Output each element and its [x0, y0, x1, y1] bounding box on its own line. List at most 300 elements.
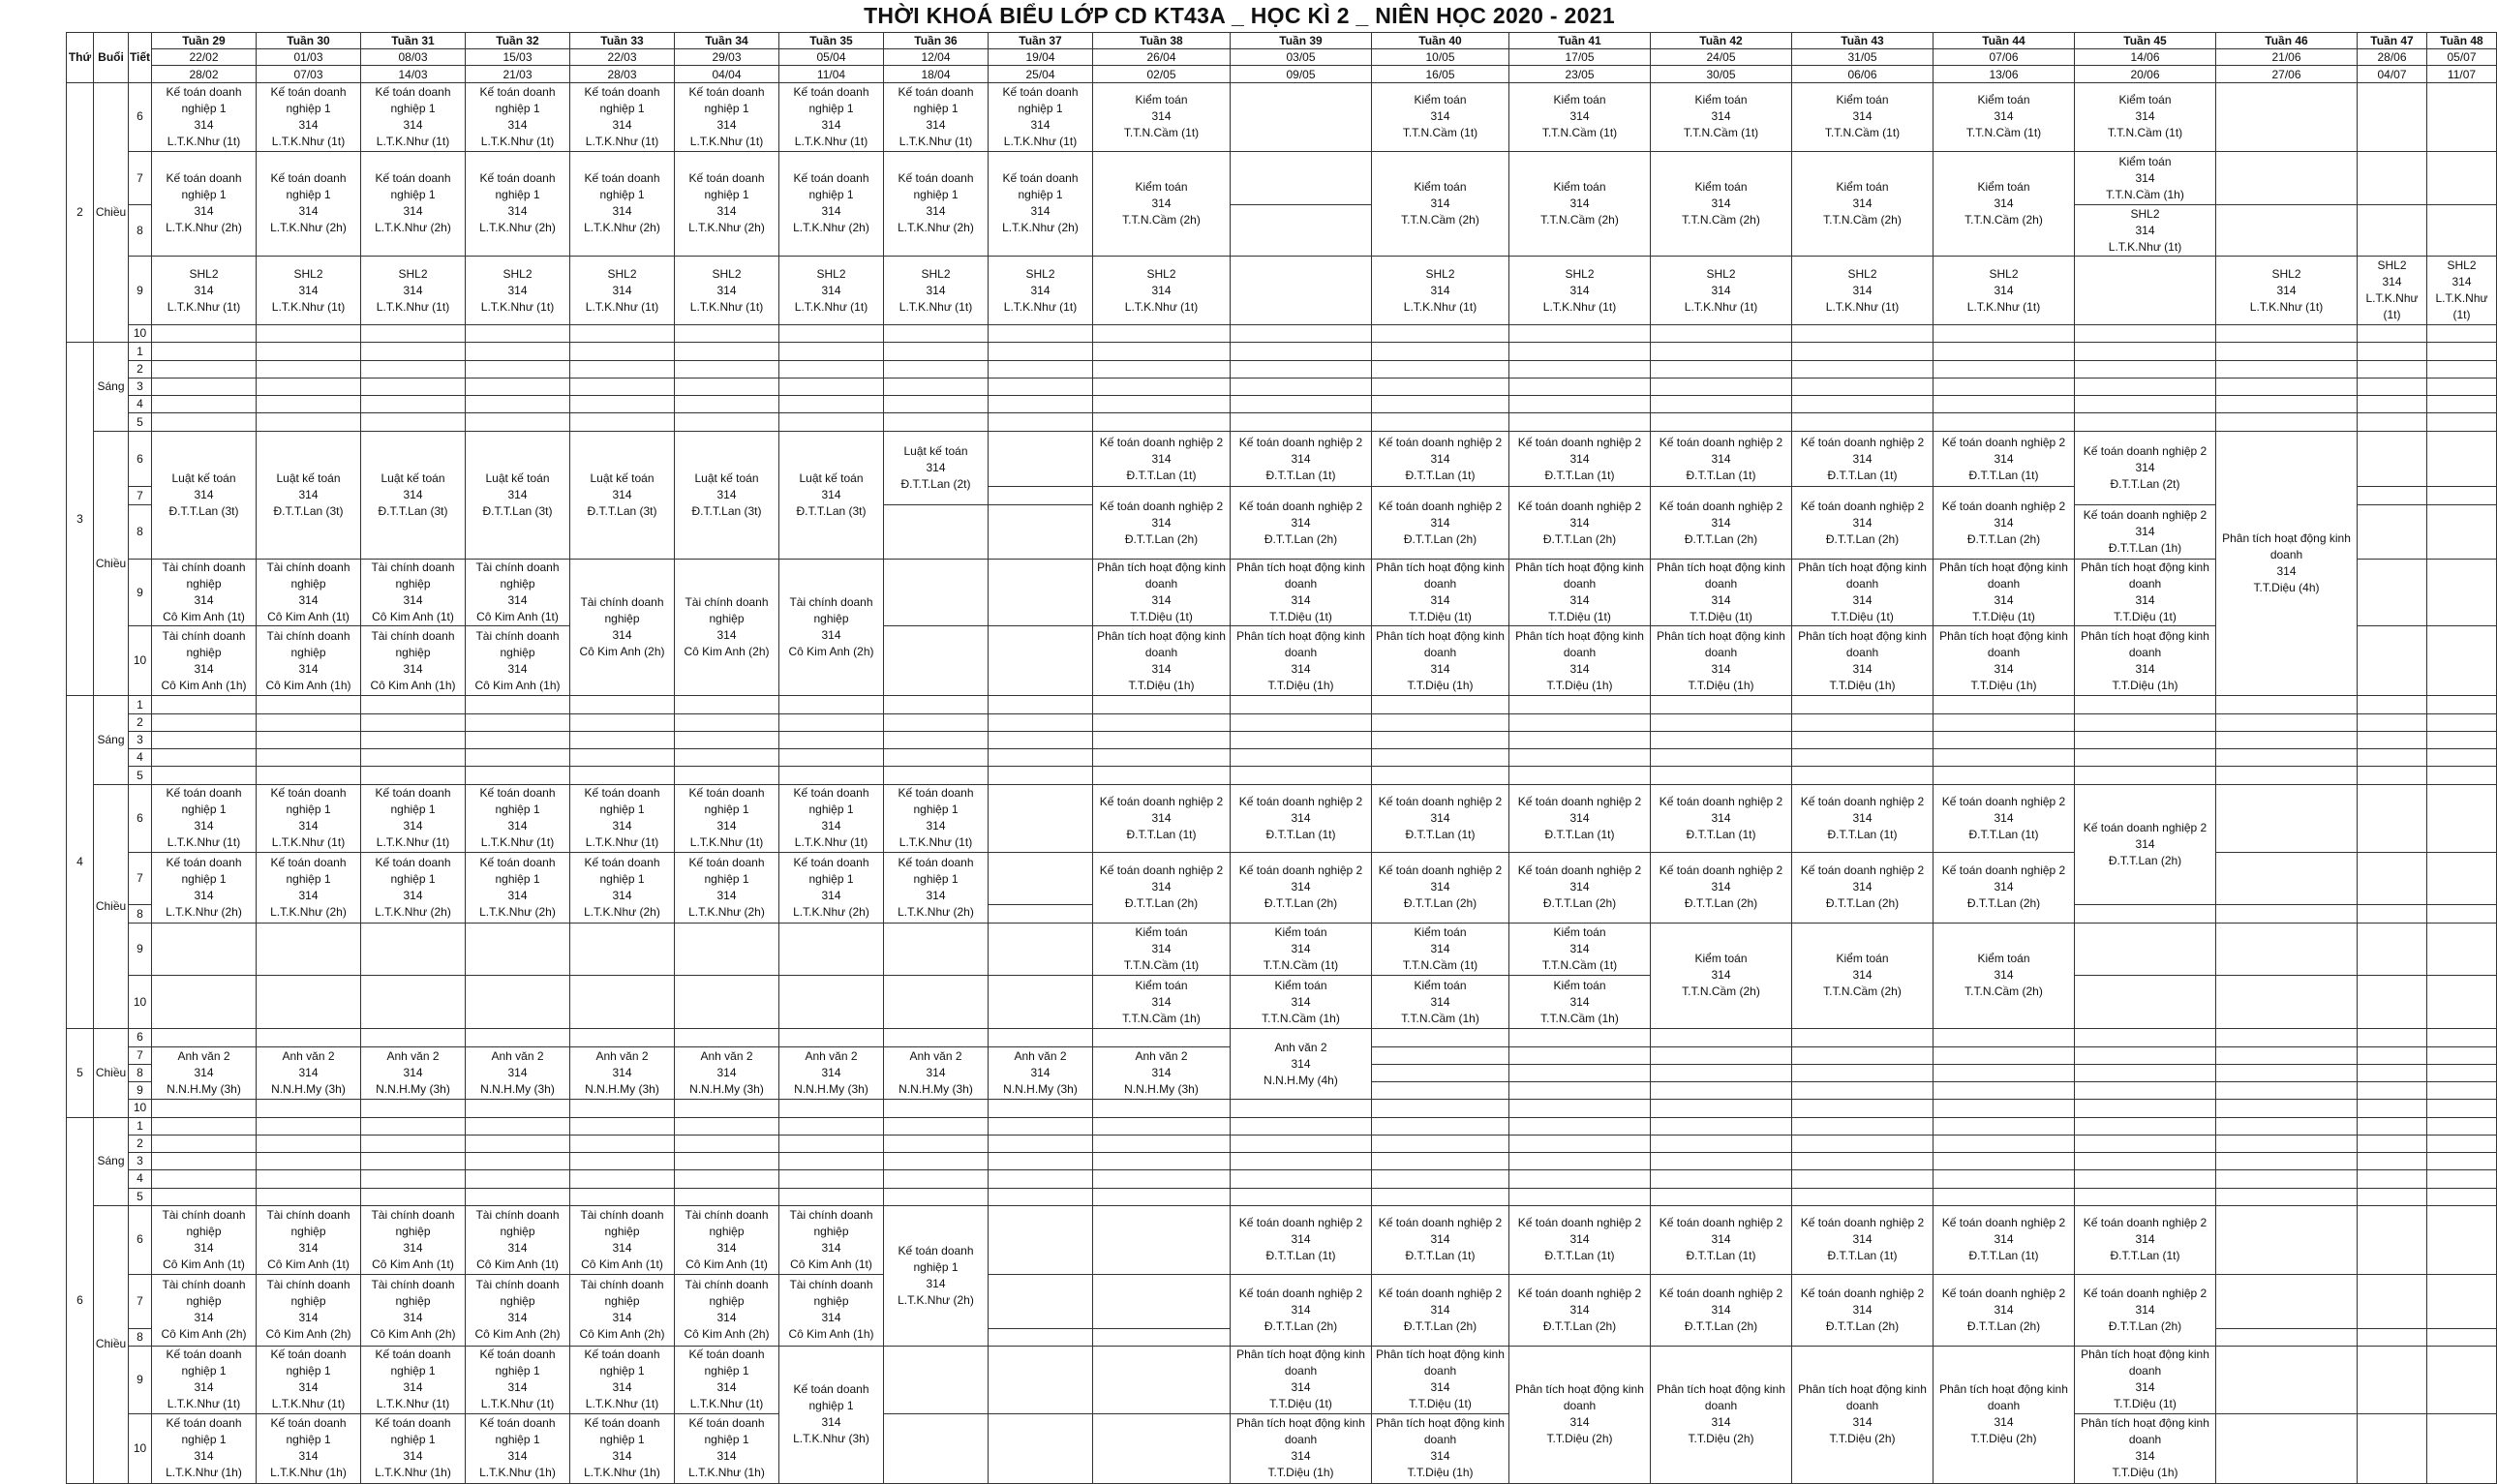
empty-cell — [1372, 1100, 1509, 1117]
empty-cell — [2216, 1117, 2358, 1135]
class-line: nghiệp 1 — [390, 101, 436, 115]
empty-cell — [1934, 1064, 2075, 1081]
class-line: T.T.Diệu (1t) — [1831, 610, 1894, 623]
class-line: SHL2 — [607, 266, 637, 281]
class-line: Kế toán doanh — [898, 1243, 974, 1257]
class-line: nghiệp 1 — [495, 871, 540, 886]
empty-cell — [2427, 1064, 2497, 1081]
empty-cell — [1093, 713, 1231, 731]
class-line: T.T.Diệu (1h) — [1267, 1466, 1334, 1480]
empty-cell — [884, 731, 989, 748]
class-line: 314 — [403, 487, 423, 501]
week-end-date: 28/03 — [570, 66, 675, 82]
week-end-date: 21/03 — [466, 66, 570, 82]
empty-cell — [257, 731, 361, 748]
class-line: nghiệp — [395, 1224, 431, 1238]
class-cell — [1651, 257, 1792, 325]
class-line: L.T.K.Như (2h) — [688, 221, 765, 235]
empty-cell — [1792, 1188, 1934, 1205]
empty-cell — [2427, 1170, 2497, 1188]
class-line: nghiệp 1 — [286, 871, 331, 886]
class-line: Đ.T.T.Lan (1t) — [1544, 468, 1615, 482]
class-line: nghiệp 1 — [704, 188, 749, 202]
empty-cell — [1231, 749, 1372, 767]
class-line: 314 — [1711, 810, 1731, 825]
class-line: T.T.Diệu (1h) — [1407, 678, 1474, 692]
empty-cell — [1509, 1064, 1651, 1081]
class-line: Kế toán doanh — [584, 84, 660, 99]
class-cell — [779, 852, 884, 923]
class-cell — [1509, 923, 1651, 976]
empty-cell — [2075, 767, 2216, 784]
empty-cell — [1934, 1100, 2075, 1117]
class-line: Kiểm toán — [1274, 925, 1327, 940]
empty-cell — [2216, 205, 2358, 257]
class-line: Đ.T.T.Lan (2h) — [1684, 896, 1758, 911]
empty-cell — [2075, 1064, 2216, 1081]
class-line: Kiểm toán — [1694, 952, 1748, 966]
class-line: 314 — [1852, 968, 1873, 983]
class-cell — [1792, 82, 1934, 151]
empty-cell — [779, 976, 884, 1029]
empty-cell — [2358, 431, 2427, 487]
class-line: L.T.K.Như (1t) — [376, 299, 450, 314]
empty-cell — [2427, 852, 2497, 905]
empty-cell — [257, 378, 361, 395]
class-line: Kế toán doanh nghiệp 2 — [1800, 435, 1925, 449]
day-label: 2 — [67, 82, 94, 343]
class-line: nghiệp 1 — [1018, 101, 1063, 115]
period-row — [67, 767, 2497, 784]
class-line: 314 — [1852, 1302, 1873, 1317]
empty-cell — [2358, 487, 2427, 504]
class-line: Phân tích hoạt động kinh — [1236, 628, 1365, 643]
class-line: 314 — [716, 628, 737, 642]
week-end-date: 16/05 — [1372, 66, 1509, 82]
class-line: 314 — [1430, 1449, 1450, 1464]
class-line: Kế toán doanh nghiệp 2 — [1941, 1286, 2066, 1300]
session-label: Chiều — [94, 431, 129, 696]
class-cell — [1651, 923, 1792, 1029]
class-line: L.T.K.Như (1t) — [167, 835, 241, 850]
class-line: Kế toán doanh nghiệp 2 — [1238, 1286, 1363, 1300]
empty-cell — [1231, 1135, 1372, 1152]
class-line: 314 — [1569, 1302, 1590, 1317]
empty-cell — [152, 360, 257, 378]
empty-cell — [1093, 1188, 1231, 1205]
class-line: nghiệp 1 — [1018, 188, 1063, 202]
class-line: L.T.K.Như (2h) — [270, 221, 347, 235]
class-line: L.T.K.Như (1t) — [1684, 299, 1758, 314]
class-line: Đ.T.T.Lan (3t) — [273, 503, 344, 518]
class-cell — [2075, 504, 2216, 559]
class-line: nghiệp 1 — [913, 1259, 959, 1274]
class-cell — [257, 82, 361, 151]
class-line: doanh — [2128, 1433, 2162, 1447]
class-line: Cô Kim Anh (2h) — [684, 645, 770, 658]
class-line: 314 — [1291, 515, 1311, 530]
empty-cell — [989, 325, 1093, 343]
class-line: doanh — [1284, 1433, 1318, 1447]
empty-cell — [1372, 1029, 1509, 1046]
class-line: Kế toán doanh — [270, 786, 347, 801]
class-line: 314 — [926, 460, 946, 474]
empty-cell — [2216, 325, 2358, 343]
empty-cell — [361, 325, 466, 343]
class-line: Tài chính doanh — [580, 595, 664, 609]
class-line: 314 — [1151, 810, 1172, 825]
class-line: 314 — [1430, 451, 1450, 466]
class-cell — [989, 257, 1093, 325]
empty-cell — [570, 696, 675, 713]
class-line: 314 — [507, 487, 528, 501]
class-line: Kế toán doanh nghiệp 2 — [1659, 863, 1783, 878]
period-row — [67, 151, 2497, 205]
class-line: doanh — [2128, 645, 2162, 659]
class-line: Kế toán doanh nghiệp 2 — [1378, 1286, 1503, 1300]
class-cell — [1509, 1205, 1651, 1274]
empty-cell — [466, 767, 570, 784]
empty-cell — [779, 1188, 884, 1205]
empty-cell — [2427, 749, 2497, 767]
class-line: N.N.H.My (3h) — [794, 1081, 868, 1096]
class-line: Đ.T.T.Lan (2h) — [1124, 896, 1199, 911]
empty-cell — [2358, 905, 2427, 923]
class-line: Kiểm toán — [1836, 93, 1889, 107]
class-line: 314 — [1030, 283, 1051, 297]
class-line: Cô Kim Anh (1t) — [372, 1257, 454, 1271]
class-cell — [466, 784, 570, 852]
class-cell — [1372, 1274, 1509, 1346]
class-line: nghiệp 1 — [808, 871, 854, 886]
class-line: 314 — [716, 204, 737, 219]
class-line: nghiệp 1 — [808, 188, 854, 202]
week-label: Tuần 37 — [989, 33, 1093, 49]
class-line: 314 — [716, 888, 737, 902]
week-label: Tuần 30 — [257, 33, 361, 49]
empty-cell — [1372, 731, 1509, 748]
week-end-date: 07/03 — [257, 66, 361, 82]
empty-cell — [1651, 1117, 1792, 1135]
empty-cell — [1093, 1346, 1231, 1413]
empty-cell — [257, 767, 361, 784]
class-cell — [1509, 1346, 1651, 1483]
class-line: L.T.K.Như (1t) — [794, 835, 868, 850]
empty-cell — [989, 413, 1093, 431]
empty-cell — [1372, 1082, 1509, 1100]
class-line: Cô Kim Anh (1t) — [476, 610, 559, 623]
class-line: 314 — [1151, 880, 1172, 894]
class-cell — [1093, 431, 1231, 487]
empty-cell — [570, 749, 675, 767]
class-line: 314 — [1430, 109, 1450, 124]
class-cell — [361, 82, 466, 151]
empty-cell — [884, 976, 989, 1029]
empty-cell — [1792, 713, 1934, 731]
class-line: 314 — [1711, 451, 1731, 466]
class-line: Kiểm toán — [1694, 93, 1748, 107]
empty-cell — [2075, 1046, 2216, 1064]
class-cell — [152, 82, 257, 151]
empty-cell — [1372, 396, 1509, 413]
empty-cell — [675, 1135, 779, 1152]
class-line: Đ.T.T.Lan (2h) — [1542, 1318, 1617, 1333]
class-line: Kế toán doanh nghiệp 2 — [1800, 499, 1925, 513]
class-cell — [570, 1046, 675, 1100]
class-cell — [1372, 431, 1509, 487]
class-cell — [989, 151, 1093, 257]
class-line: nghiệp 1 — [704, 1433, 749, 1447]
class-cell — [257, 784, 361, 852]
empty-cell — [2075, 696, 2216, 713]
class-line: Cô Kim Anh (1h) — [265, 678, 351, 692]
class-cell — [1509, 431, 1651, 487]
class-line: Đ.T.T.Lan (2h) — [1966, 896, 2041, 911]
class-line: Cô Kim Anh (2h) — [579, 1327, 665, 1342]
week-start-date: 22/02 — [152, 49, 257, 66]
class-line: SHL2 — [502, 266, 533, 281]
empty-cell — [1651, 1135, 1792, 1152]
empty-cell — [989, 504, 1093, 559]
class-cell — [1093, 784, 1231, 852]
class-line: 314 — [1852, 880, 1873, 894]
session-label: Sáng — [94, 696, 129, 784]
empty-cell — [1651, 413, 1792, 431]
empty-cell — [2216, 749, 2358, 767]
class-line: Đ.T.T.Lan (2h) — [1264, 1318, 1338, 1333]
class-line: 314 — [1711, 109, 1731, 124]
class-line: 314 — [1852, 109, 1873, 124]
class-line: Phân tích hoạt động kinh — [1798, 628, 1927, 643]
class-line: Tài chính doanh — [162, 628, 246, 643]
class-line: nghiệp 1 — [913, 101, 959, 115]
class-cell — [1093, 82, 1231, 151]
class-line: doanh — [1704, 577, 1738, 591]
empty-cell — [361, 413, 466, 431]
class-cell — [361, 1346, 466, 1413]
session-label: Sáng — [94, 343, 129, 431]
empty-cell — [2075, 325, 2216, 343]
week-start-date: 22/03 — [570, 49, 675, 66]
empty-cell — [1792, 1170, 1934, 1188]
class-line: 314 — [1711, 1415, 1731, 1430]
period-label: 3 — [129, 378, 152, 395]
empty-cell — [570, 767, 675, 784]
empty-cell — [2358, 1188, 2427, 1205]
empty-cell — [1093, 1328, 1231, 1346]
empty-cell — [1509, 749, 1651, 767]
class-line: L.T.K.Như (1t) — [376, 1397, 450, 1411]
class-line: L.T.K.Như (2h) — [898, 904, 974, 919]
class-cell — [152, 559, 257, 626]
empty-cell — [1093, 749, 1231, 767]
class-line: Phân tích hoạt động kinh — [1376, 628, 1505, 643]
empty-cell — [1093, 378, 1231, 395]
class-line: nghiệp 1 — [181, 803, 227, 817]
empty-cell — [2075, 1170, 2216, 1188]
empty-cell — [2075, 1100, 2216, 1117]
week-label: Tuần 32 — [466, 33, 570, 49]
class-line: Kế toán doanh nghiệp 2 — [2083, 443, 2208, 458]
class-line: L.T.K.Như (1t) — [689, 835, 764, 850]
class-cell — [675, 431, 779, 559]
class-line: doanh — [1987, 577, 2021, 591]
period-label: 2 — [129, 1135, 152, 1152]
class-line: Luật kế toán — [485, 470, 550, 485]
class-line: Kế toán doanh nghiệp 2 — [1378, 499, 1503, 513]
class-cell — [1934, 257, 2075, 325]
period-label: 3 — [129, 1153, 152, 1170]
class-line: 314 — [194, 283, 214, 297]
class-cell — [257, 1046, 361, 1100]
empty-cell — [989, 487, 1093, 504]
class-line: 314 — [403, 661, 423, 676]
class-line: L.T.K.Như (1h) — [584, 1466, 660, 1480]
empty-cell — [2358, 1135, 2427, 1152]
class-cell — [1509, 559, 1651, 626]
class-line: Kế toán doanh — [375, 84, 451, 99]
empty-cell — [466, 1153, 570, 1170]
class-line: nghiệp 1 — [704, 871, 749, 886]
class-line: Luật kế toán — [276, 470, 341, 485]
class-line: Tài chính doanh — [685, 1207, 769, 1222]
empty-cell — [989, 1274, 1093, 1328]
class-cell — [570, 1274, 675, 1346]
period-row — [67, 749, 2497, 767]
class-line: L.T.K.Như (1t) — [271, 299, 346, 314]
empty-cell — [2427, 1117, 2497, 1135]
period-label: 7 — [129, 1046, 152, 1064]
class-cell — [361, 257, 466, 325]
empty-cell — [2427, 559, 2497, 626]
class-line: Anh văn 2 — [282, 1048, 335, 1063]
class-cell — [1934, 151, 2075, 257]
class-line: Kế toán doanh — [166, 171, 242, 186]
class-line: 314 — [926, 888, 946, 902]
class-line: L.T.K.Như (1t) — [585, 835, 659, 850]
week-label: Tuần 46 — [2216, 33, 2358, 49]
empty-cell — [2075, 976, 2216, 1029]
class-line: T.T.N.Cầm (1t) — [1541, 958, 1618, 973]
class-line: Kế toán doanh — [479, 84, 556, 99]
class-line: doanh — [1845, 645, 1879, 659]
class-line: Tài chính doanh — [685, 595, 769, 609]
class-line: Tài chính doanh — [580, 1207, 664, 1222]
class-line: Cô Kim Anh (1t) — [163, 1257, 245, 1271]
empty-cell — [2358, 396, 2427, 413]
class-line: Kế toán doanh nghiệp 2 — [1517, 435, 1642, 449]
class-line: L.T.K.Như (1h) — [166, 1466, 242, 1480]
class-cell — [257, 1413, 361, 1483]
empty-cell — [1934, 1117, 2075, 1135]
class-line: nghiệp — [813, 1294, 849, 1309]
empty-cell — [779, 767, 884, 784]
empty-cell — [884, 1346, 989, 1413]
empty-cell — [1372, 1153, 1509, 1170]
empty-cell — [2216, 784, 2358, 852]
class-line: 314 — [507, 661, 528, 676]
class-line: Tài chính doanh — [789, 1207, 873, 1222]
class-line: nghiệp 1 — [286, 803, 331, 817]
class-line: Phân tích hoạt động kinh — [1939, 560, 2068, 574]
class-line: Kế toán doanh nghiệp 2 — [1378, 1216, 1503, 1230]
class-cell — [1372, 976, 1509, 1029]
empty-cell — [1231, 1188, 1372, 1205]
empty-cell — [257, 976, 361, 1029]
empty-cell — [1651, 731, 1792, 748]
week-label: Tuần 36 — [884, 33, 989, 49]
empty-cell — [989, 749, 1093, 767]
empty-cell — [989, 976, 1093, 1029]
week-label: Tuần 43 — [1792, 33, 1934, 49]
class-line: nghiệp 1 — [495, 101, 540, 115]
class-line: Tài chính doanh — [789, 1278, 873, 1292]
class-line: Kế toán doanh nghiệp 2 — [1238, 1216, 1363, 1230]
empty-cell — [989, 1117, 1093, 1135]
class-line: T.T.Diệu (2h) — [1546, 1432, 1613, 1446]
class-cell — [1231, 559, 1372, 626]
class-cell — [884, 1046, 989, 1100]
empty-cell — [2358, 1170, 2427, 1188]
class-line: 314 — [612, 819, 632, 833]
class-cell — [675, 1274, 779, 1346]
empty-cell — [1093, 343, 1231, 360]
class-cell — [257, 626, 361, 696]
empty-cell — [152, 343, 257, 360]
class-cell — [1231, 784, 1372, 852]
class-cell — [1372, 626, 1509, 696]
empty-cell — [1792, 343, 1934, 360]
class-line: Cô Kim Anh (1t) — [163, 610, 245, 623]
class-line: Đ.T.T.Lan (2h) — [1403, 896, 1477, 911]
class-line: Kế toán doanh — [688, 171, 765, 186]
class-cell — [466, 852, 570, 923]
class-cell — [779, 257, 884, 325]
empty-cell — [2358, 1328, 2427, 1346]
class-line: 314 — [194, 1240, 214, 1255]
class-line: Kiểm toán — [1694, 179, 1748, 194]
empty-cell — [1509, 325, 1651, 343]
class-line: nghiệp — [290, 577, 326, 591]
class-line: 314 — [2135, 109, 2155, 124]
empty-cell — [2427, 1100, 2497, 1117]
class-line: Tài chính doanh — [266, 1207, 350, 1222]
empty-cell — [466, 976, 570, 1029]
period-label: 5 — [129, 1188, 152, 1205]
class-line: Kế toán doanh nghiệp 2 — [1659, 499, 1783, 513]
empty-cell — [2358, 713, 2427, 731]
class-cell — [152, 151, 257, 257]
empty-cell — [2216, 767, 2358, 784]
session-label: Sáng — [94, 1117, 129, 1205]
class-line: Tài chính doanh — [266, 560, 350, 574]
empty-cell — [1372, 1170, 1509, 1188]
empty-cell — [1372, 360, 1509, 378]
class-line: Kế toán doanh — [793, 786, 869, 801]
empty-cell — [1651, 767, 1792, 784]
class-line: 314 — [1151, 109, 1172, 124]
class-line: L.T.K.Như (2h) — [166, 904, 242, 919]
empty-cell — [2216, 151, 2358, 205]
class-line: 314 — [2135, 837, 2155, 852]
empty-cell — [1372, 1046, 1509, 1064]
class-line: 314 — [298, 1065, 319, 1079]
period-label: 6 — [129, 1029, 152, 1046]
empty-cell — [152, 767, 257, 784]
empty-cell — [2216, 1135, 2358, 1152]
class-cell — [1509, 151, 1651, 257]
week-start-date: 01/03 — [257, 49, 361, 66]
